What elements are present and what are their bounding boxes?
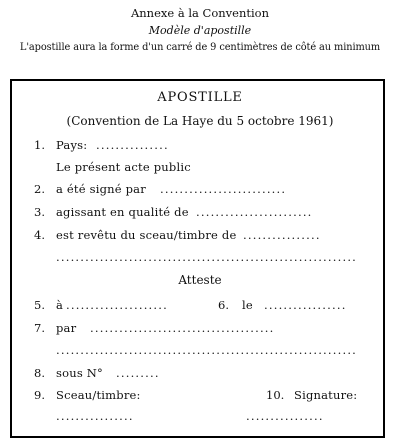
signature-dots: ................ [246, 409, 324, 423]
item-6-number: 6. [218, 298, 229, 312]
item-6-label: le [242, 298, 253, 312]
item-7-number: 7. [34, 321, 45, 335]
item-3-label: agissant en qualité de [56, 205, 189, 219]
item-8-number: 8. [34, 366, 45, 380]
item-8-label: sous N° [56, 366, 104, 380]
item-6-dots: ................. [264, 298, 347, 312]
item-9-number: 9. [34, 388, 45, 402]
item-1-dots: ............... [96, 138, 169, 152]
item-1-label: Pays: [56, 138, 88, 152]
item-1-number: 1. [34, 138, 45, 152]
item-2-number: 2. [34, 182, 45, 196]
item-5-dots: ..................... [66, 298, 168, 312]
annex-title: Annexe à la Convention [130, 6, 270, 20]
item-5-label: à [56, 298, 64, 312]
item-2-label: a été signé par [56, 182, 146, 196]
item-4-number: 4. [34, 228, 45, 242]
seal-dots: ................ [56, 409, 134, 423]
model-subtitle: Modèle d'apostille [148, 24, 252, 37]
item-4-dots: ................ [243, 228, 321, 242]
item-5-number: 5. [34, 298, 45, 312]
item-10-label: Signature: [294, 388, 358, 402]
dotted-line: .............................................................. [56, 250, 358, 264]
apostille-title: APOSTILLE [157, 90, 243, 105]
item-2-dots: .......................... [160, 182, 287, 196]
public-document-label: Le présent acte public [56, 160, 191, 174]
item-10-number: 10. [266, 388, 285, 402]
item-3-dots: ........................ [196, 205, 313, 219]
item-4-label: est revêtu du sceau/timbre de [56, 228, 237, 242]
size-note: L'apostille aura la forme d'un carré de 9 centimètres de côté au minimum [19, 42, 381, 53]
item-3-number: 3. [34, 205, 45, 219]
dotted-line: .............................................................. [56, 343, 358, 357]
item-8-dots: ......... [116, 366, 160, 380]
attested-heading: Atteste [178, 273, 222, 287]
item-7-dots: ...................................... [90, 321, 275, 335]
item-9-label: Sceau/timbre: [56, 388, 141, 402]
convention-subtitle: (Convention de La Haye du 5 octobre 1961) [66, 114, 334, 128]
item-7-label: par [56, 321, 77, 335]
